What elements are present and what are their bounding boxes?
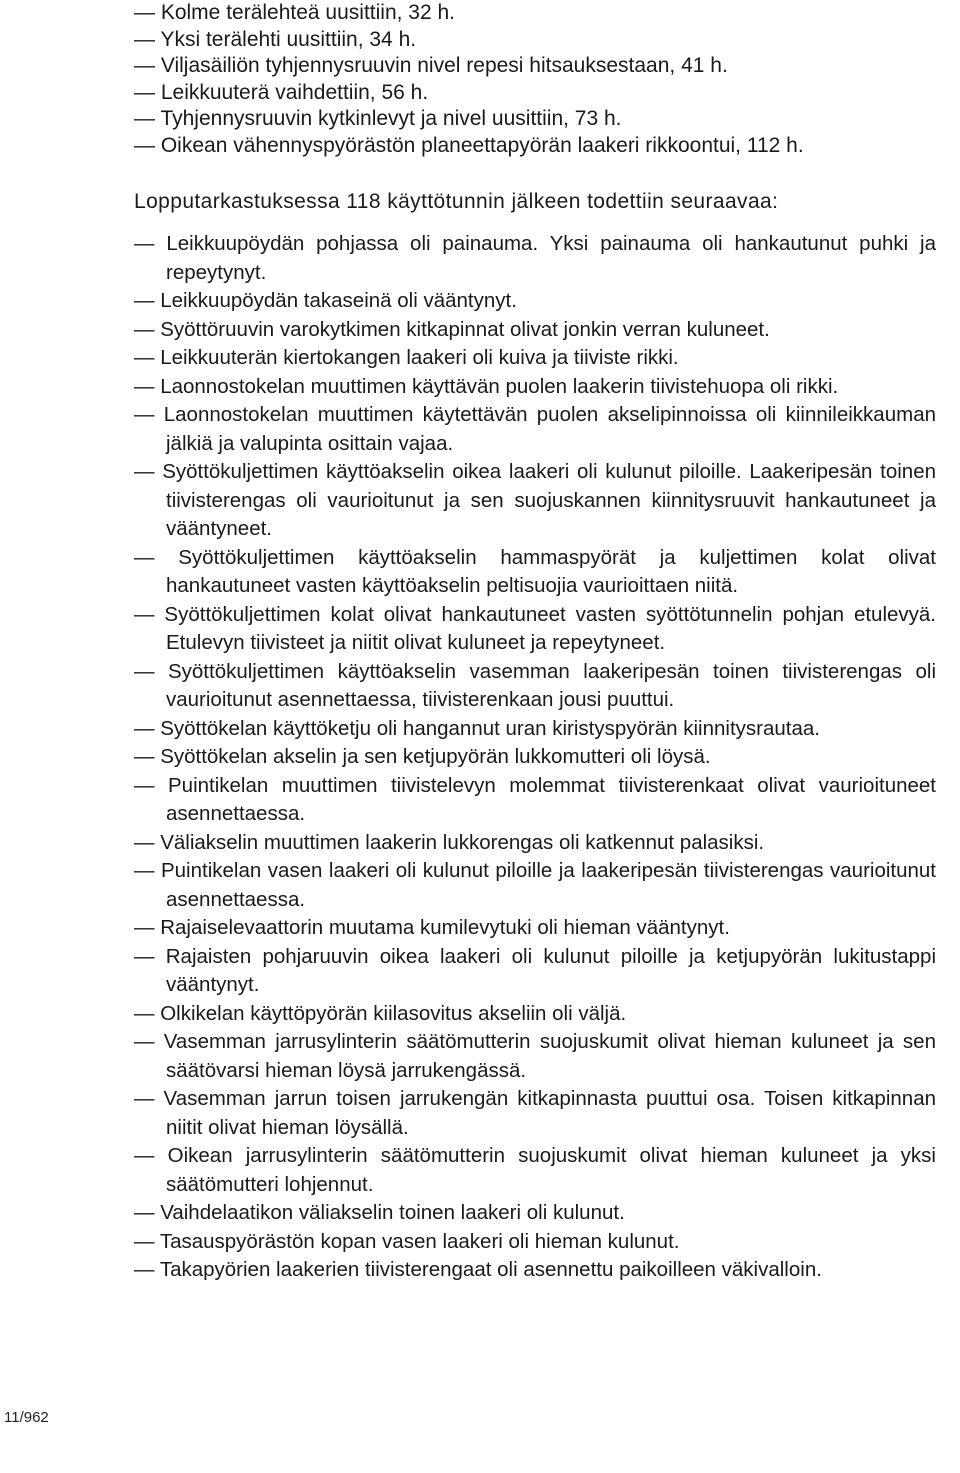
finding-item: — Laonnostokelan muuttimen käytettävän puolen akselipinnoissa oli kiinnileikkauman jälkiä ja valupinta osittain vajaa. [134,403,936,455]
finding-item: — Olkikelan käyttöpyörän kiilasovitus akseliin oli väljä. [134,1001,627,1025]
repair-log-item: — Leikkuuterä vaihdettiin, 56 h. [134,80,429,104]
repair-log-item: — Oikean vähennyspyörästön planeettapyörän laakeri rikkoontui, 112 h. [134,133,804,157]
finding-item: — Rajaisten pohjaruuvin oikea laakeri oli kulunut piloille ja ketjupyörän lukitustappi vääntynyt. [134,944,936,996]
repair-log-list [134,0,936,160]
finding-item: — Tasauspyörästön kopan vasen laakeri oli hieman kulunut. [134,1229,680,1253]
finding-item: — Syöttökelan akselin ja sen ketjupyörän lukkomutteri oli löysä. [134,745,711,768]
finding-item: — Syöttöruuvin varokytkimen kitkapinnat olivat jonkin verran kuluneet. [134,317,770,341]
page-code: 11/962 [4,1409,49,1426]
repair-log-item: — Kolme terälehteä uusittiin, 32 h. [134,1,456,24]
inspection-findings-list [134,230,936,1285]
finding-item: — Syöttökuljettimen käyttöakselin oikea laakeri oli kulunut piloille. Laakeripesän toinen tiivisterengas oli vaurioitunut ja sen suojuskannen kiinnitysruuvit hankautuneet ja vääntyneet. [134,460,936,540]
finding-item: — Vasemman jarrusylinterin säätömutterin suojuskumit olivat hieman kuluneet ja sen säätövarsi hieman löysä jarrukengässä. [134,1030,936,1082]
finding-item: — Vasemman jarrun toisen jarrukengän kitkapinnasta puuttui osa. Toisen kitkapinnan niitit olivat hieman löysällä. [134,1087,936,1139]
finding-item: — Leikkuuterän kiertokangen laakeri oli kuiva ja tiiviste rikki. [134,346,679,369]
finding-item: — Puintikelan vasen laakeri oli kulunut piloille ja laakeripesän tiivisterengas vaurioitunut asennettaessa. [134,859,936,911]
finding-item: — Vaihdelaatikon väliakselin toinen laakeri oli kulunut. [134,1201,625,1224]
finding-item: — Oikean jarrusylinterin säätömutterin suojuskumit olivat hieman kuluneet ja yksi säätömutteri lohjennut. [134,1144,936,1196]
finding-item: — Syöttökelan käyttöketju oli hangannut uran kiristyspyörän kiinnitysrautaa. [134,716,820,740]
finding-item: — Leikkuupöydän takaseinä oli vääntynyt. [134,289,517,312]
finding-item: — Laonnostokelan muuttimen käyttävän puolen laakerin tiivistehuopa oli rikki. [134,374,839,398]
finding-item: — Puintikelan muuttimen tiivistelevyn molemmat tiivisterenkaat olivat vaurioituneet asennettaessa. [134,773,936,825]
final-inspection-intro: Lopputarkastuksessa 118 käyttötunnin jälkeen todettiin seuraavaa: [134,190,779,213]
finding-item: — Rajaiselevaattorin muutama kumilevytuki oli hieman vääntynyt. [134,916,730,939]
repair-log-item: — Yksi terälehti uusittiin, 34 h. [134,27,417,51]
finding-item: — Takapyörien laakerien tiivisterengaat oli asennettu paikoilleen väkivalloin. [134,1258,822,1281]
finding-item: — Syöttökuljettimen kolat olivat hankautuneet vasten syöttötunnelin pohjan etulevyä. Etulevyn tiivisteet ja niitit olivat kuluneet ja repeytyneet. [134,602,936,654]
finding-item: — Väliakselin muuttimen laakerin lukkorengas oli katkennut palasiksi. [134,830,765,854]
finding-item: — Syöttökuljettimen käyttöakselin vasemman laakeripesän toinen tiivisterengas oli vaurioitunut asennettaessa, tiivisterenkaan jousi puuttui. [134,659,936,711]
repair-log-item: — Tyhjennysruuvin kytkinlevyt ja nivel uusittiin, 73 h. [134,107,622,131]
repair-log-item: — Viljasäiliön tyhjennysruuvin nivel repesi hitsauksestaan, 41 h. [134,54,728,78]
finding-item: — Syöttökuljettimen käyttöakselin hammaspyörät ja kuljettimen kolat olivat hankautuneet vasten käyttöakselin peltisuojia vaurioittaen niitä. [134,545,936,597]
finding-item: — Leikkuupöydän pohjassa oli painauma. Yksi painauma oli hankautunut puhki ja repeytynyt. [134,232,936,284]
